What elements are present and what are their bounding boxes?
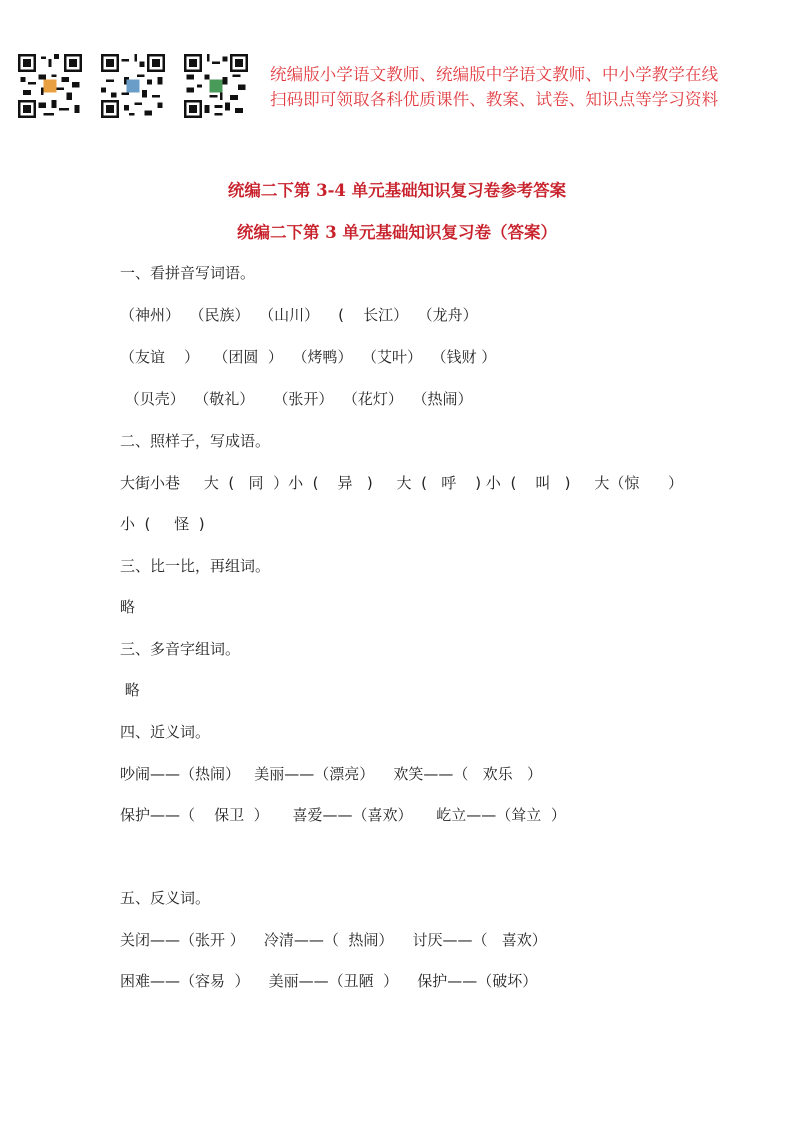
section-heading-polyphone: 三、多音字组词。 [120,640,241,658]
answer-line: （贝壳） （敬礼） （张开） （花灯） （热闹） [120,390,473,408]
document-title: 统编二下第 3-4 单元基础知识复习卷参考答案 [227,181,567,200]
qr-code-3[interactable] [184,54,248,118]
answer-line: 困难——（容易 ） 美丽——（丑陋 ） 保护——（破坏） [120,972,538,990]
qr-code-2[interactable] [101,54,165,118]
section-heading-compare: 三、比一比，再组词。 [120,557,271,575]
answer-line: 关闭——（张开 ） 冷清——（ 热闹） 讨厌——（ 喜欢） [120,931,547,949]
answer-line: 保护——（ 保卫 ） 喜爱——（喜欢） 屹立——（耸立 ） [120,806,566,824]
answer-line: 略 [120,681,140,699]
answer-line: 小 ( 怪 ) [120,515,205,533]
promo-banner [270,62,785,112]
answer-line: （友谊 ） （团圆 ） （烤鸭） （艾叶） （钱财 ） [120,348,497,366]
section-heading-synonyms: 四、近义词。 [120,723,211,741]
qr-code-group [18,54,248,118]
qr-code-1[interactable] [18,54,82,118]
section-heading-idioms: 二、照样子，写成语。 [120,432,271,450]
answer-line: 大街小巷 大 ( 同 ）小 ( 异 ) 大 ( 呼 ) 小 ( 叫 ) 大（惊 ） [120,474,683,492]
promo-line-2: 扫码即可领取各科优质课件、教案、试卷、知识点等学习资料 [270,90,719,109]
answer-line: 略 [120,598,136,616]
answer-line: （神州） （民族） （山川） ( 长江） （龙舟） [120,306,478,324]
answer-line: 吵闹——（热闹） 美丽——（漂亮） 欢笑——（ 欢乐 ） [120,765,542,783]
section-heading-antonyms: 五、反义词。 [120,889,211,907]
document-subtitle: 统编二下第 3 单元基础知识复习卷（答案） [237,223,557,242]
promo-line-1: 统编版小学语文教师、统编版中学语文教师、中小学教学在线 [270,65,719,84]
section-heading-pinyin: 一、看拼音写词语。 [120,264,256,282]
